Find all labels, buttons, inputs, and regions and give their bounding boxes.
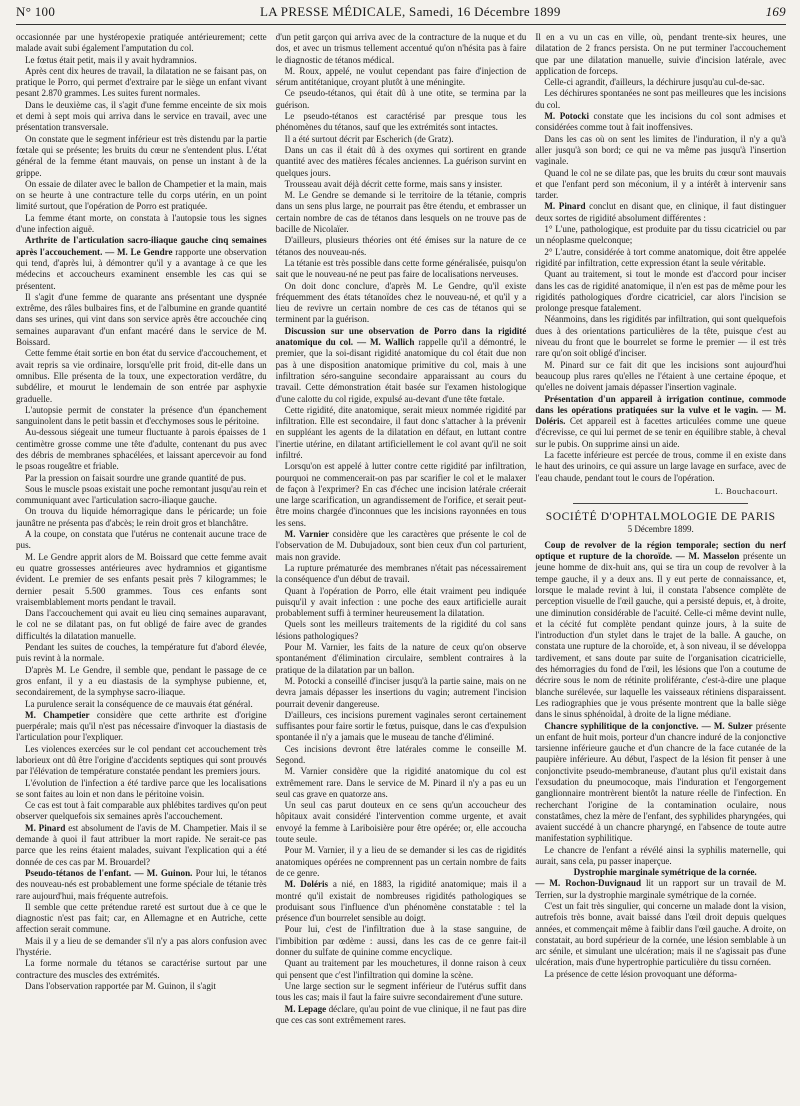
paragraph-text: rapporte une observation qui tend, d'après lui, à démontrer qu'il y a avantage à ce que les médecins et accoucheurs examinent ensemble les cas qui se présentent. bbox=[16, 246, 267, 291]
paragraph: La tétanie est très possible dans cette forme généralisée, puisqu'on sait que le nouveau-né ne peut pas faire de localisations nerveuses. bbox=[275, 257, 527, 280]
paragraph bbox=[535, 111, 786, 134]
paragraph: M. Roux, appelé, ne voulut cependant pas faire d'injection de sérum antitétanique, croyant plutôt à une méningite. bbox=[275, 65, 527, 88]
speaker-name: — M. Rochon-Duvignaud bbox=[535, 878, 642, 889]
paragraph-text: est absolument de l'avis de M. Champetier. Mais il se demande à quoi il faut attribuer la mort rapide. Ne serait-ce pas parce que les reins étaient malades, suivant l'explication qui a été donnée de ces cas par M. Brouardel? bbox=[16, 822, 267, 867]
section-heading: Chancre syphilitique de la conjonctive. bbox=[544, 720, 699, 731]
paragraph-text: conclut en disant que, en clinique, il faut distinguer deux sortes de rigidité absolument différentes : bbox=[535, 201, 786, 223]
speaker-name: — M. Wallich bbox=[356, 337, 415, 348]
paragraph: Quels sont les meilleurs traitements de la rigidité du col sans lésions pathologiques? bbox=[275, 619, 527, 641]
paragraph: Les violences exercées sur le col pendant cet accouchement très laborieux ont dû être l'origine d'accidents septiques qui sont prouvés par l'élévation de température constatée pendant les premiers jours. bbox=[16, 743, 267, 777]
paragraph: Après cent dix heures de travail, la dilatation ne se faisant pas, on pratique le Porro, qui permet d'extraire par le siège un enfant vivant pesant 2.870 grammes. Les suites furent normales. bbox=[16, 65, 267, 99]
paragraph: A la coupe, on constata que l'utérus ne contenait aucune trace de pus. bbox=[16, 529, 267, 551]
paragraph: 2° L'autre, considérée à tort comme anatomique, doit être appelée rigidité par infiltration, cette expression étant la seule véritable. bbox=[535, 246, 786, 268]
paragraph: Sous le muscle psoas existait une poche remontant jusqu'au rein et communiquant avec l'articulation sacro-iliaque gauche. bbox=[16, 483, 267, 506]
speaker-name: M. Doléris bbox=[284, 879, 329, 890]
column-1 bbox=[16, 32, 267, 1102]
paragraph: Dans l'accouchement qui avait eu lieu cinq semaines auparavant, le col ne se dilatant pas, on fut obligé de faire avec de grandes difficultés la dilatation manuelle. bbox=[16, 608, 267, 641]
paragraph: Pendant les suites de couches, la température fut d'abord élevée, puis revint à la normale. bbox=[16, 642, 267, 664]
speaker-name: M. Pinard bbox=[25, 822, 66, 833]
paragraph: Cette rigidité, dite anatomique, serait mieux nommée rigidité par infiltration. Elle est secondaire, il faut donc s'attacher à la prévenir en suppléant les agents de la dilatation en défaut, en luttant contre l'inertie utérine, en dilatant artificiellement le col avant qu'il ne soit infiltré. bbox=[275, 404, 527, 460]
speaker-name: M. Potocki bbox=[544, 111, 589, 122]
paragraph: Une large section sur le segment inférieur de l'utérus suffit dans tous les cas; mais il faut la faire suivre secondairement d'une suture. bbox=[275, 980, 527, 1003]
section-heading: Coup de revolver de la région temporale; section du nerf optique et rupture de la choroïde. bbox=[535, 539, 786, 562]
paragraph: La facette inférieure est percée de trous, comme il en existe dans le haut des urinoirs, ce qui assure un large lavage en surface, avec de l'eau chaude, pendant tout le cours de l'opération. bbox=[535, 449, 786, 483]
society-title: SOCIÉTÉ D'OPHTALMOLOGIE DE PARIS bbox=[545, 511, 776, 524]
paragraph-text: présente un enfant de huit mois, porteur d'un chancre induré de la conjonctive tarsienne inférieure gauche et d'un chancre de la face cutanée de la paupière inférieure. Au début, l'aspect de la lésion fit penser à une conjonctivite pseudo-membraneuse, d'autant plus qu'il existait dans l'exsudation du pneumocoque, mais l'induration et l'engorgement ganglionnaire montrèrent bientôt la nature réelle de l'infection. En recherchant l'origine de la contamination oculaire, nous constatâmes, chez la mère de l'enfant, des syphilides pharyngées, qui avaient succédé à un chancre pharyngé, en l'absence de toute autre manifestation syphilitique. bbox=[535, 720, 786, 844]
paragraph: Ces incisions devront être latérales comme le conseille M. Segond. bbox=[275, 743, 527, 765]
paragraph: Par la pression on faisait sourdre une grande quantité de pus. bbox=[25, 472, 246, 483]
paragraph: Quant au traitement, si tout le monde est d'accord pour inciser dans les cas de rigidité anatomique, il n'en est pas de même pour les rigidités pathologiques d'ordre cicatriciel, car alors l'incision se prolonge presque fatalement. bbox=[535, 269, 786, 314]
paragraph: Pour lui, c'est de l'infiltration due à la stase sanguine, de l'imbibition par œdème : aussi, dans les cas de ce genre fait-il donner du sulfate de quinine comme encyclique. bbox=[275, 924, 527, 958]
paragraph: Un seul cas parut douteux en ce sens qu'un accoucheur des hôpitaux avait considéré l'intervention comme urgente, et avait envoyé la femme à Lariboisière pour être opérée; or, elle accoucha toute seule. bbox=[275, 800, 527, 845]
paragraph: Ce pseudo-tétanos, qui était dû à une otite, se termina par la guérison. bbox=[275, 88, 527, 110]
page-number: 169 bbox=[765, 4, 786, 19]
paragraph: Ce cas est tout à fait comparable aux phlébites tardives qu'on peut observer quelquefois six semaines après l'accouchement. bbox=[16, 800, 267, 822]
paragraph: Le chancre de l'enfant a révélé ainsi la syphilis maternelle, qui aurait, sans cela, pu passer inaperçue. bbox=[535, 844, 786, 867]
paragraph: Celle-ci agrandit, d'ailleurs, la déchirure jusqu'au cul-de-sac. bbox=[544, 77, 765, 88]
speaker-name: M. Pinard bbox=[544, 201, 586, 212]
paragraph-text: constate que les incisions du col sont admises et considérées comme tout à fait inoffensives. bbox=[535, 111, 786, 133]
paragraph: Dans le deuxième cas, il s'agit d'une femme enceinte de six mois et demi à sept mois qui arriva dans le service en travail, avec une présentation transversale. bbox=[16, 99, 267, 133]
paragraph: D'ailleurs, ces incisions purement vaginales seront certainement suffisantes pour faire sortir le fœtus, puisque, dans le cas d'expulsion spontanée il n'y a jamais que le museau de tanche d'éliminé. bbox=[275, 709, 527, 743]
paragraph-text: a nié, en 1883, la rigidité anatomique; mais il a montré qu'il existait de nombreuses rigidités pathologiques se produisant sous l'influence d'un phénomène constatable : tel la présence d'un bourrelet sensible au doigt. bbox=[275, 879, 527, 924]
paragraph bbox=[276, 879, 527, 924]
paragraph-text: considère que les caractères que présente le col de l'observation de M. Dubujadoux, sont bien ceux d'un col parturient, mais non gravide. bbox=[275, 529, 527, 562]
page-header bbox=[16, 4, 786, 25]
paragraph: On trouva du liquide hémorragique dans le péricarde; un foie jaunâtre ne présenta pas d'abcès; le rein droit gros et blanchâtre. bbox=[16, 506, 267, 528]
paragraph: Au-dessous siégeait une tumeur fluctuante à parois épaisses de 1 centimètre grosse comme une tête d'adulte, contenant du pus avec des débris de membranes sphacélées, et laissant apercevoir au fond le psoas rougeâtre et friable. bbox=[16, 427, 267, 472]
paragraph-text: rappelle qu'il a démontré, le premier, que la soi-disant rigidité anatomique du col était due non pas à une disposition anatomique primitive du col, mais à une infiltration séro-sanguine secondaire apparaissant au cours du travail. Cette démonstration était basée sur l'examen histologique d'une calotte du col rigide, expulsé au-devant d'une tête fœtale. bbox=[275, 337, 527, 404]
paragraph: Quant au traitement par les mouchetures, il donne raison à ceux qui pensent que c'est l'infiltration qui domine la scène. bbox=[275, 958, 527, 980]
paragraph-text: Pour lui, le tétanos des nouveau-nés est probablement une forme spéciale de tétanie très rare aujourd'hui, mais fréquente autrefois. bbox=[16, 867, 267, 901]
paragraph: Il semble que cette prétendue rareté est surtout due à ce que le diagnostic n'est pas fait; car, en Allemagne et en Autriche, cette affection serait commune. bbox=[16, 901, 267, 935]
paragraph: occasionnée par une hystéropexie pratiquée antérieurement; cette malade avait subi également l'amputation du col. bbox=[16, 32, 267, 54]
paragraph bbox=[276, 1004, 527, 1027]
column-2 bbox=[276, 32, 527, 1102]
speaker-name: M. Lepage bbox=[284, 1003, 327, 1014]
paragraph: Il s'agit d'une femme de quarante ans présentant une dyspnée extrême, des râles bulbaires fins, et de l'albumine en grande quantité dans ses urines, qui vint dans son service après être accouchée cinq semaines auparavant d'un enfant macéré dans le service de M. Boissard. bbox=[16, 291, 267, 348]
article-section bbox=[535, 540, 786, 721]
paragraph: Pour M. Varnier, il y a lieu de se demander si les cas de rigidités anatomiques opérées ne comprennent pas un certain nombre de faits de ce genre. bbox=[275, 845, 527, 878]
paragraph: Pour M. Varnier, les faits de la nature de ceux qu'on observe spontanément d'élimination circulaire, semblent contraires à la pratique de la dilatation par un ballon. bbox=[275, 642, 527, 675]
paragraph: La purulence serait la conséquence de ce mauvais état général. bbox=[25, 698, 253, 709]
paragraph: d'un petit garçon qui arriva avec de la contracture de la nuque et du dos, et avec un trismus tellement accentué qu'on n'hésita pas à faire le diagnostic de tétanos médical. bbox=[275, 32, 527, 65]
paragraph: Lorsqu'on est appelé à lutter contre cette rigidité par infiltration, pourquoi ne commencerait-on pas par scarifier le col et le malaxer de façon à l'exprimer? En cas d'échec une incision latérale créerait une large scarification, un agrandissement de l'orifice, et serait peut-être moins chargée d'inconnues que les incisions rayonnées en tous les sens. bbox=[275, 461, 527, 528]
session-date: 5 Décembre 1899. bbox=[627, 524, 694, 535]
paragraph-text: lit un rapport sur un travail de M. Terrien, sur la dystrophie marginale symétrique de la cornée. bbox=[535, 878, 786, 900]
paragraph: Cette femme était sortie en bon état du service d'accouchement, et avait repris sa vie ordinaire, lorsqu'elle prit froid, dit-elle dans un omnibus. Elle présenta de la toux, une expectoration verdâtre, du subdélire, et mourut le lendemain de son entrée par asphyxie graduelle. bbox=[16, 348, 267, 404]
paragraph: Dans l'observation rapportée par M. Guinon, il s'agit bbox=[25, 980, 216, 991]
paragraph: Néanmoins, dans les rigidités par infiltration, qui sont quelquefois dues à des orientations particulières de la tête, puisque c'est au niveau du front que le bourrelet se forme le premier — il est très rare qu'on soit obligé d'inciser. bbox=[535, 314, 786, 359]
article-section bbox=[16, 235, 267, 291]
paragraph: L'évolution de l'infection a été tardive parce que les localisations se sont faites au loin et non dans le péritoine voisin. bbox=[16, 777, 267, 799]
paragraph: 1° L'une, pathologique, est produite par du tissu cicatriciel ou par un néoplasme quelconque; bbox=[535, 224, 786, 246]
paragraph: L'autopsie permit de constater la présence d'un épanchement sanguinolent dans le petit bassin et d'ecchymoses sous le péritoine. bbox=[16, 404, 267, 427]
paragraph: M. Le Gendre se demande si le territoire de la tétanie, compris dans un sens plus large, ne pourrait pas être étendu, et embrasser un certain nombre de cas de tétanos dans lesquels on ne trouve pas de bacille de Nicolaïer. bbox=[275, 190, 527, 235]
paragraph: Les déchirures spontanées ne sont pas meilleures que les incisions du col. bbox=[535, 88, 786, 110]
paragraph-text: déclare, qu'au point de vue clinique, il ne faut pas dire que ces cas sont extrêmement rares. bbox=[275, 1003, 527, 1025]
speaker-name: — M. Le Gendre bbox=[105, 246, 173, 257]
paragraph: Quant à l'opération de Porro, elle était vraiment peu indiquée puisqu'il y avait infection : une poche des eaux artificielle aurait probablement suffi à terminer heureusement la dilatation. bbox=[275, 585, 527, 619]
section-heading: Pseudo-tétanos de l'enfant. bbox=[25, 867, 132, 878]
paragraph: Dans un cas il était dû à des oxymes qui sortirent en grande quantité avec des matières fécales anciennes. La guérison survint en quelques jours. bbox=[275, 144, 527, 178]
paragraph: D'ailleurs, plusieurs théories ont été émises sur la nature de ce tétanos des nouveau-nés. bbox=[275, 235, 527, 257]
paragraph bbox=[16, 710, 267, 744]
article-section bbox=[535, 394, 786, 450]
section-heading: Discussion sur une observation de Porro dans la rigidité anatomique du col. bbox=[275, 325, 527, 348]
paragraph: La femme étant morte, on constata à l'autopsie tous les signes d'une infection aiguë. bbox=[16, 212, 267, 235]
paragraph: C'est un fait très singulier, qui concerne un malade dont la vision, autrefois très bonne, avait baissé dans l'œil droit depuis quelques années, et commençait même à faiblir dans l'œil gauche. A droite, on constatait, au bord supérieur de la cornée, une lésion semblable à un arc sénile, et simulant une ulcération; mais il ne s'agissait pas d'une ulcération, mais d'une hypertrophie particulière du tissu cornéen. bbox=[535, 900, 786, 968]
paragraph: Quand le col ne se dilate pas, que les bruits du cœur sont mauvais et que l'enfant perd son méconium, il y a intérêt à intervenir sans tarder. bbox=[535, 167, 786, 201]
paragraph: Le fœtus était petit, mais il y avait hydramnios. bbox=[25, 54, 197, 65]
paragraph bbox=[16, 823, 267, 868]
paragraph: Il en a vu un cas en ville, où, pendant trente-six heures, une dilatation de 2 francs persista. On ne put terminer l'accouchement que par une dilatation manuelle, suivie d'incision latérale, avec application de forceps. bbox=[535, 32, 786, 76]
issue-number: N° 100 bbox=[16, 4, 56, 19]
paragraph: On essaie de dilater avec le ballon de Champetier et la main, mais on se heurte à une contracture telle du corps utérin, en un point limité surtout, que l'opération de Porro est pratiquée. bbox=[16, 178, 267, 212]
paragraph: On constate que le segment inférieur est très distendu par la partie fœtale qui se présente; les bruits du cœur ne s'entendent plus. L'état général de la femme étant mauvais, on pense un instant à de la grippe. bbox=[16, 133, 267, 178]
paragraph: Dans les cas où on sent les limites de l'induration, il n'y a qu'à aller jusqu'à son bord; ce qui ne va même pas jusqu'à l'insertion vaginale. bbox=[535, 133, 786, 167]
paragraph bbox=[276, 529, 527, 563]
section-heading: Dystrophie marginale symétrique de la cornée. bbox=[573, 867, 757, 878]
paragraph bbox=[535, 201, 786, 224]
article-section bbox=[16, 868, 267, 902]
paragraph-text: présente un jeune homme de dix-huit ans, qui se tira un coup de revolver à la tempe gauche, il y a deux ans. Il y eut perte de connaissance, et, lorsque le malade revint à lui, il constata l'absence complète de perception visuelle de l'œil gauche, qui a persisté depuis, et, à droite, une diminution considérable de l'acuité. Celle-ci même devint nulle, et la cécité fut complète pendant quinze jours, à la suite de l'introduction d'un stylet dans le trajet de la balle. A gauche, on constata une rupture de la choroïde, et, à son niveau, il se développa tardivement, et sans doute par suite de l'organisation cicatricielle, des hémorragies du fond de l'œil, les lésions que l'on a coutume de décrire sous le nom de rétinite proliférante, c'est-à-dire une plaque blanche surélevée, sur laquelle les vaisseaux rétiniens disparaissent. Les radiographies que je vous présente montrent que la balle siège dans le sinus sphénoïdal, à droite de la ligne médiane. bbox=[535, 551, 786, 720]
paragraph: D'après M. Le Gendre, il semble que, pendant le passage de ce gros enfant, il y a eu diastasis de la symphyse pubienne, et, secondairement, de la symphyse sacro-iliaque. bbox=[16, 664, 267, 698]
paragraph bbox=[535, 878, 786, 901]
paragraph: M. Potocki a conseillé d'inciser jusqu'à la partie saine, mais on ne devra jamais dépasser les insertions du vagin; autrement l'incision pourrait devenir dangereuse. bbox=[275, 675, 527, 709]
paragraph: Il a été surtout décrit par Escherich (de Gratz). bbox=[284, 133, 454, 144]
paragraph: Mais il y a lieu de se demander s'il n'y a pas alors confusion avec l'hystérie. bbox=[16, 935, 267, 958]
text-columns bbox=[16, 32, 786, 1102]
paragraph-text: considère que cette arthrite est d'origine puerpérale; mais qu'il n'est pas nécessaire d'invoquer la diastasis de l'articulation pour l'expliquer. bbox=[16, 709, 267, 743]
paragraph: La présence de cette lésion provoquant une déforma- bbox=[544, 968, 737, 979]
article-section bbox=[276, 326, 527, 405]
section-divider bbox=[573, 503, 748, 504]
speaker-name: — M. Sulzer bbox=[701, 720, 753, 731]
paragraph: Trousseau avait déjà décrit cette forme, mais sans y insister. bbox=[284, 178, 503, 189]
speaker-name: M. Champetier bbox=[25, 709, 90, 720]
paragraph: M. Le Gendre apprit alors de M. Boissard que cette femme avait eu quatre grossesses antérieures avec hydramnios et gigantisme évident. Le premier de ses enfants pesait près 7 kilogrammes; le dernier pesait 5.500 grammes. Tous ces enfants sont vraisemblablement morts pendant le travail. bbox=[16, 551, 267, 607]
section-heading: Présentation d'un appareil à irrigation continue, commode dans les opérations pratiquées sur la vulve et le vagin. bbox=[535, 393, 786, 415]
paragraph: La rupture prématurée des membranes n'était pas nécessairement la conséquence d'un début de travail. bbox=[275, 562, 527, 585]
paragraph: On doit donc conclure, d'après M. Le Gendre, qu'il existe fréquemment des états tétanoïdes chez le nouveau-né, et qu'il y a lieu de revivre un certain nombre de ces cas de tétanos qui se terminent par la guérison. bbox=[275, 280, 527, 325]
paragraph: Le pseudo-tétanos est caractérisé par presque tous les phénomènes du tétanos, sauf que les extrémités sont intactes. bbox=[275, 111, 527, 133]
article-section bbox=[535, 721, 786, 845]
speaker-name: — M. Doléris. bbox=[535, 404, 786, 427]
speaker-name: — M. Guinon. bbox=[134, 867, 193, 878]
paragraph-text: Cet appareil est à facettes articulées comme une queue d'écrevisse, ce qui lui permet de se tenir en équilibre stable, à cheval sur le pubis. On supprime ainsi un aide. bbox=[535, 416, 786, 449]
column-3 bbox=[535, 32, 786, 1102]
speaker-name: — M. Masselon bbox=[675, 551, 740, 562]
speaker-name: M. Varnier bbox=[284, 529, 330, 540]
journal-title: LA PRESSE MÉDICALE, Samedi, 16 Décembre 1899 bbox=[260, 4, 561, 19]
paragraph: M. Varnier considère que la rigidité anatomique du col est extrêmement rare. Dans le service de M. Pinard il n'y a pas eu un seul cas grave en quatorze ans. bbox=[275, 766, 527, 799]
paragraph: La forme normale du tétanos se caractérise surtout par une contracture des muscles des extrémités. bbox=[16, 958, 267, 980]
author-signature: L. Bouchacourt. bbox=[714, 485, 779, 496]
section-heading: Arthrite de l'articulation sacro-iliaque gauche cinq semaines après l'accouchement. bbox=[16, 235, 267, 257]
paragraph: M. Pinard sur ce fait dit que les incisions sont aujourd'hui beaucoup plus rares qu'elles ne l'étaient à une certaine époque, et qu'elles ne doivent jamais dépasser l'insertion vaginale. bbox=[535, 359, 786, 393]
